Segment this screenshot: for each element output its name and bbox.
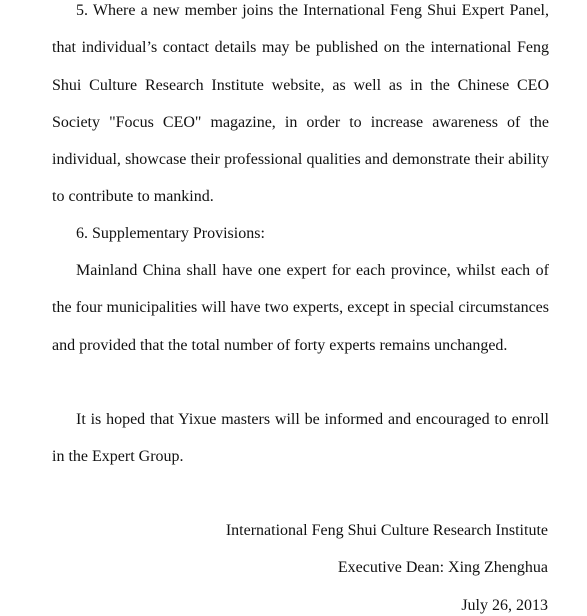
paragraph-closing: It is hoped that Yixue masters will be informed and encouraged to enroll in the Expert Group. xyxy=(52,411,549,466)
paragraph-mainland-china: Mainland China shall have one expert for each province, whilst each of the four municipalities will have two experts, except in special circumstances and provided that the total number of forty experts remains unchanged. xyxy=(52,262,549,354)
paragraph-supplementary-heading: 6. Supplementary Provisions: xyxy=(76,225,265,242)
paragraph-item-5: 5. Where a new member joins the International Feng Shui Expert Panel, that individual’s contact details may be published on the international Feng Shui Culture Research Institute website, as well as in the Chinese CEO Society "Focus CEO" magazine, in order to increase awareness of the individual, showcase their professional qualities and demonstrate their ability to contribute to mankind. xyxy=(52,2,549,206)
signature-date: July 26, 2013 xyxy=(461,597,548,614)
signature-title: Executive Dean: Xing Zhenghua xyxy=(337,559,548,576)
signature-organization: International Feng Shui Culture Research Institute xyxy=(225,522,548,539)
